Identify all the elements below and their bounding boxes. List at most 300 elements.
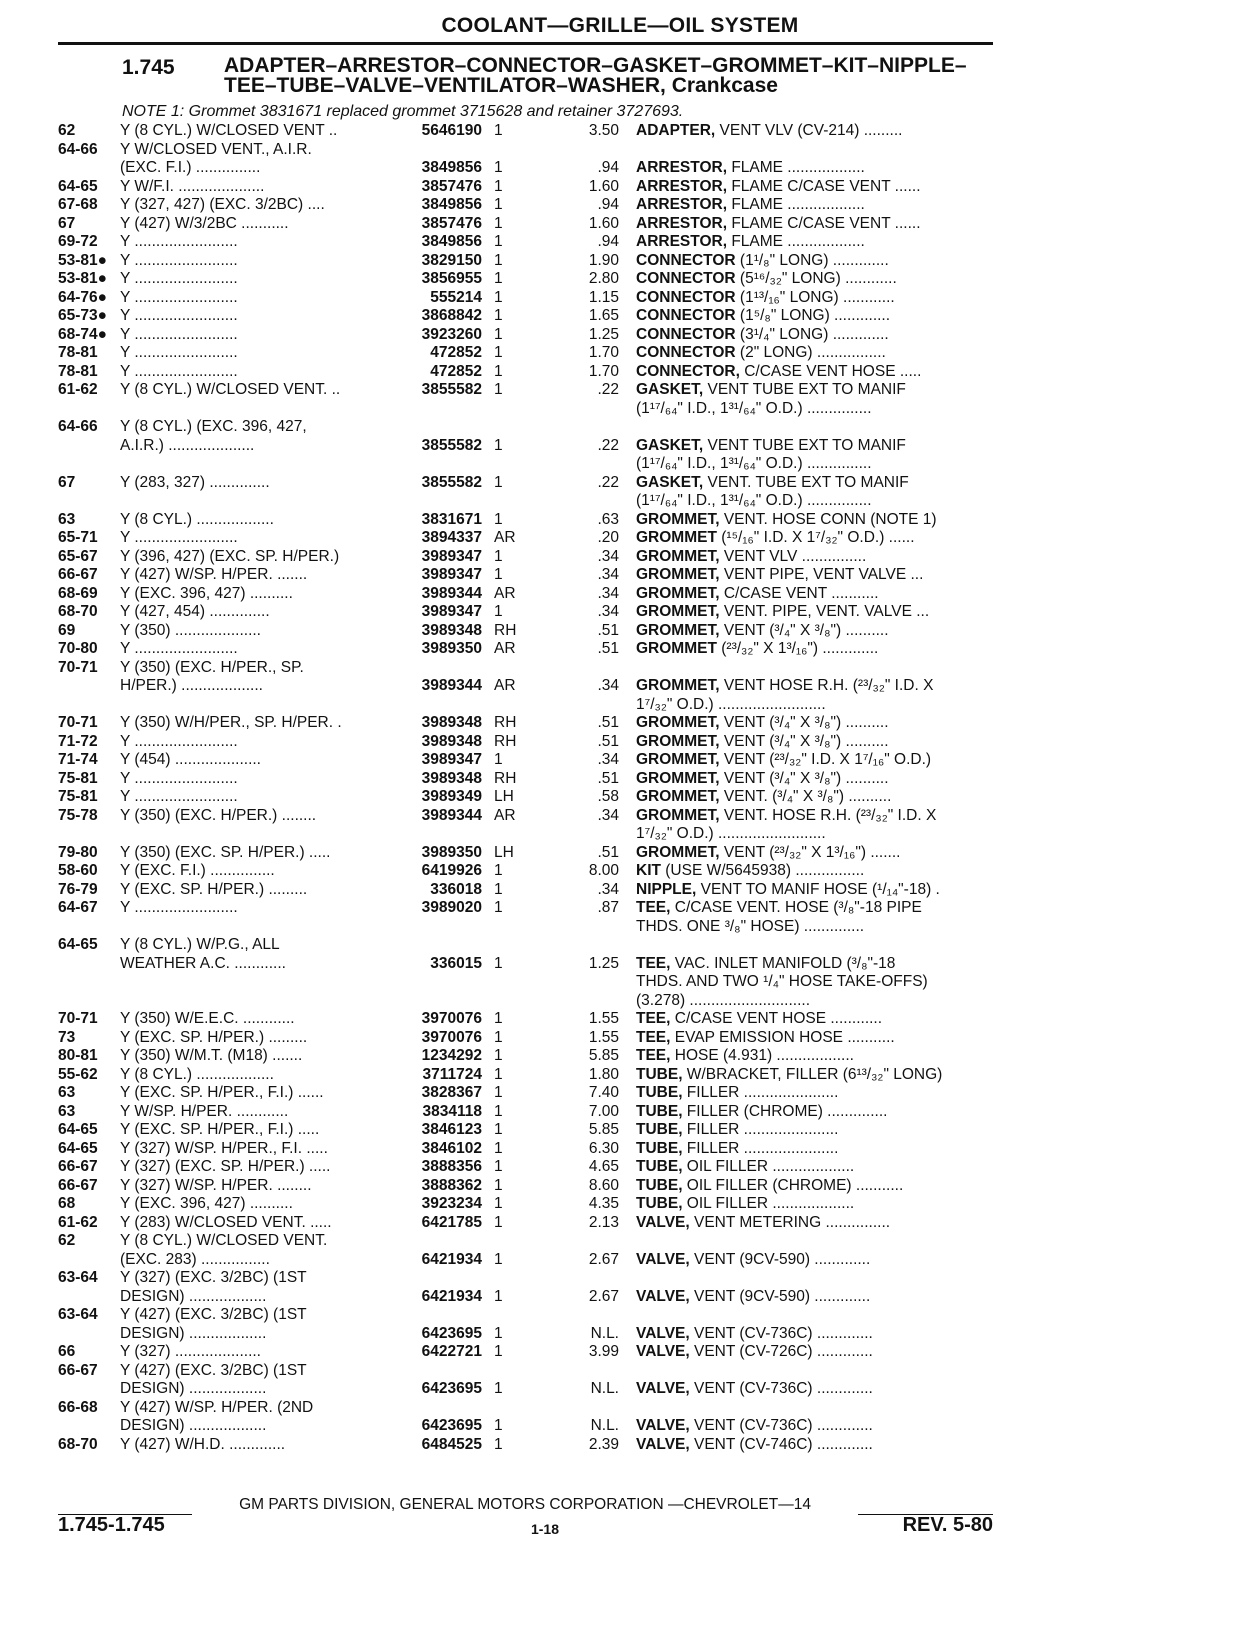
price-cell: 1.70 xyxy=(588,362,619,380)
table-row xyxy=(0,622,1240,641)
price-cell: 2.13 xyxy=(588,1213,619,1231)
description-cell xyxy=(636,1066,996,1085)
description-cell xyxy=(636,733,996,752)
description-keyword: TEE, xyxy=(636,899,671,916)
price-cell: 8.60 xyxy=(588,1176,619,1194)
description-text: VENT (²³/₃₂" I.D. X 1⁷/₁₆" O.D.) xyxy=(719,751,932,768)
description-text: FLAME .................. xyxy=(727,233,865,250)
description-keyword: TUBE, xyxy=(636,1139,683,1157)
year-cell: 65-73● xyxy=(58,307,108,324)
table-row xyxy=(0,936,1240,955)
application-cell: Y (327) (EXC. SP. H/PER.) ..... xyxy=(120,1158,331,1175)
table-row xyxy=(0,1029,1240,1048)
price-cell: .22 xyxy=(597,473,619,491)
description-text: (1¹/₈" LONG) ............. xyxy=(735,251,889,269)
price-cell: 1.15 xyxy=(588,288,619,306)
quantity-cell: 1 xyxy=(494,899,503,916)
price-cell: .34 xyxy=(597,566,619,583)
application-cell: Y (350) W/M.T. (M18) ....... xyxy=(120,1047,303,1064)
description-cell xyxy=(636,437,996,456)
description-keyword: VALVE, xyxy=(636,1435,690,1453)
part-number-cell: 3888362 xyxy=(421,1176,482,1194)
table-row xyxy=(0,511,1240,530)
price-cell: .22 xyxy=(597,436,619,454)
description-cell xyxy=(636,1436,996,1455)
quantity-cell: 1 xyxy=(494,1380,503,1397)
table-row xyxy=(0,825,1240,844)
footer-text: GM PARTS DIVISION, GENERAL MOTORS CORPORATION —CHEVROLET—14 xyxy=(239,1496,811,1513)
part-number-cell: 3846102 xyxy=(421,1139,482,1157)
description-text: VENT. PIPE, VENT. VALVE ... xyxy=(719,603,930,620)
description-text: (1¹⁷/₆₄" I.D., 1³¹/₆₄" O.D.) ............... xyxy=(636,399,872,417)
description-text: VAC. INLET MANIFOLD (³/₈"-18 xyxy=(670,954,896,972)
application-cell: Y W/CLOSED VENT., A.I.R. xyxy=(120,140,312,158)
description-cell xyxy=(636,751,996,770)
year-cell: 68-69 xyxy=(58,584,98,602)
application-cell: Y ........................ xyxy=(120,769,238,787)
description-text: VENT VLV (CV-214) ......... xyxy=(715,122,903,139)
price-cell: .34 xyxy=(597,547,619,565)
quantity-cell: RH xyxy=(494,621,517,639)
price-cell: .94 xyxy=(597,159,619,176)
part-number-cell: 3855582 xyxy=(421,473,482,491)
year-cell: 64-65 xyxy=(58,177,98,195)
quantity-cell: LH xyxy=(494,788,514,805)
application-cell: Y (327) W/SP. H/PER., F.I. ..... xyxy=(120,1139,328,1157)
quantity-cell: 1 xyxy=(494,862,503,879)
description-keyword: TEE, xyxy=(636,1047,671,1064)
description-keyword: KIT xyxy=(636,862,661,879)
description-keyword: GASKET, xyxy=(636,381,704,398)
application-cell: Y (8 CYL.) W/CLOSED VENT. xyxy=(120,1232,328,1249)
section-title-suffix: Crankcase xyxy=(665,74,778,97)
part-number-cell: 3989347 xyxy=(421,547,482,565)
table-row xyxy=(0,307,1240,326)
description-text: (5¹⁶/₃₂" LONG) ............ xyxy=(735,270,897,287)
price-cell: 2.67 xyxy=(588,1287,619,1305)
price-cell: .94 xyxy=(597,233,619,250)
application-cell: Y (327, 427) (EXC. 3/2BC) .... xyxy=(120,196,325,213)
description-keyword: TUBE, xyxy=(636,1176,683,1194)
quantity-cell: 1 xyxy=(494,1047,503,1064)
description-text: (²³/₃₂" X 1³/₁₆") ............. xyxy=(716,640,879,657)
description-keyword: GROMMET, xyxy=(636,769,720,787)
application-cell: Y ........................ xyxy=(120,325,238,343)
part-number-cell: 3989344 xyxy=(421,677,482,694)
quantity-cell: RH xyxy=(494,732,517,750)
part-number-cell: 3857476 xyxy=(421,214,482,232)
quantity-cell: 1 xyxy=(494,1195,503,1212)
description-text: FILLER (CHROME) .............. xyxy=(682,1102,888,1120)
year-cell: 76-79 xyxy=(58,880,98,898)
table-row xyxy=(0,640,1240,659)
description-keyword: TUBE, xyxy=(636,1158,683,1175)
description-cell xyxy=(636,881,996,900)
year-cell: 64-65 xyxy=(58,1139,98,1157)
description-keyword: ARRESTOR, xyxy=(636,177,728,195)
description-text: C/CASE VENT HOSE ..... xyxy=(739,362,922,380)
year-cell: 64-76● xyxy=(58,288,108,306)
application-cell: Y W/F.I. .................... xyxy=(120,177,265,195)
description-text: VENT (CV-736C) ............. xyxy=(689,1324,873,1342)
table-row xyxy=(0,1417,1240,1436)
application-cell: WEATHER A.C. ............ xyxy=(120,954,286,972)
description-keyword: GROMMET, xyxy=(636,566,720,583)
description-keyword: VALVE, xyxy=(636,1343,690,1360)
description-keyword: GROMMET, xyxy=(636,603,720,620)
table-row xyxy=(0,1232,1240,1251)
table-row xyxy=(0,252,1240,271)
description-cell xyxy=(636,807,996,826)
table-row xyxy=(0,159,1240,178)
table-row xyxy=(0,844,1240,863)
description-keyword: GROMMET xyxy=(636,529,717,546)
description-keyword: ARRESTOR, xyxy=(636,214,728,232)
quantity-cell: 1 xyxy=(494,473,503,491)
part-number-cell: 472852 xyxy=(430,344,482,361)
part-number-cell: 3970076 xyxy=(421,1010,482,1027)
part-number-cell: 3849856 xyxy=(421,233,482,250)
year-cell: 64-67 xyxy=(58,899,98,916)
quantity-cell: 1 xyxy=(494,1084,503,1101)
price-cell: 2.39 xyxy=(588,1435,619,1453)
year-cell: 70-80 xyxy=(58,640,98,657)
application-cell: Y (EXC. SP. H/PER.) ......... xyxy=(120,880,308,898)
year-cell: 68-70 xyxy=(58,1435,98,1453)
quantity-cell: 1 xyxy=(494,122,503,139)
application-cell: Y ........................ xyxy=(120,529,238,546)
quantity-cell: 1 xyxy=(494,307,503,324)
table-row xyxy=(0,918,1240,937)
footer-section-range: 1.745-1.745 xyxy=(58,1514,165,1536)
price-cell: .51 xyxy=(597,714,619,731)
part-number-cell: 3989344 xyxy=(421,806,482,824)
price-cell: 1.70 xyxy=(588,344,619,361)
part-number-cell: 3923260 xyxy=(421,325,482,343)
description-text: VENT TUBE EXT TO MANIF xyxy=(703,381,906,398)
part-number-cell: 6423695 xyxy=(421,1380,482,1397)
description-text: 1⁷/₃₂" O.D.) ......................... xyxy=(636,695,826,713)
description-cell xyxy=(636,1029,996,1048)
part-number-cell: 3855582 xyxy=(421,436,482,454)
part-number-cell: 3849856 xyxy=(421,196,482,213)
table-row xyxy=(0,659,1240,678)
part-number-cell: 3711724 xyxy=(422,1065,482,1083)
table-row xyxy=(0,270,1240,289)
application-cell: Y (396, 427) (EXC. SP. H/PER.) xyxy=(120,547,340,565)
description-keyword: TUBE, xyxy=(636,1102,683,1120)
year-cell: 67 xyxy=(58,214,76,232)
description-cell xyxy=(636,714,996,733)
year-cell: 75-81 xyxy=(58,788,98,805)
description-cell xyxy=(636,215,996,234)
price-cell: .34 xyxy=(597,751,619,768)
description-text: W/BRACKET, FILLER (6¹³/₃₂" LONG) xyxy=(682,1065,943,1083)
description-keyword: GROMMET, xyxy=(636,843,720,861)
description-cell xyxy=(636,363,996,382)
section-number: 1.745 xyxy=(122,56,175,79)
footer-page-number: 1-18 xyxy=(530,1521,560,1537)
application-cell: Y ........................ xyxy=(120,732,238,750)
application-cell: Y (EXC. 396, 427) .......... xyxy=(120,584,293,602)
description-keyword: GASKET, xyxy=(636,436,704,454)
application-cell: Y (283, 327) .............. xyxy=(120,473,270,491)
year-cell: 75-81 xyxy=(58,769,98,787)
description-text: VENT (9CV-590) ............. xyxy=(689,1287,871,1305)
description-text: FLAME C/CASE VENT ...... xyxy=(727,177,921,195)
table-row xyxy=(0,529,1240,548)
table-row xyxy=(0,955,1240,974)
description-text: (¹⁵/₁₆" I.D. X 1⁷/₃₂" O.D.) ...... xyxy=(716,529,915,546)
price-cell: 1.25 xyxy=(588,954,619,972)
description-cell xyxy=(636,289,996,308)
part-number-cell: 6421934 xyxy=(421,1287,482,1305)
description-text: VENT. TUBE EXT TO MANIF xyxy=(703,473,909,491)
price-cell: 1.55 xyxy=(588,1028,619,1046)
title-rule xyxy=(58,42,993,45)
description-cell xyxy=(636,622,996,641)
table-row xyxy=(0,1251,1240,1270)
description-cell xyxy=(636,677,996,696)
description-text: VENT (³/₄" X ³/₈") .......... xyxy=(719,732,889,750)
year-cell: 63-64 xyxy=(58,1269,98,1286)
table-row xyxy=(0,807,1240,826)
description-cell xyxy=(636,1251,996,1270)
year-cell: 71-72 xyxy=(58,732,98,750)
application-cell: Y ........................ xyxy=(120,233,238,250)
application-cell: Y (327) (EXC. 3/2BC) (1ST xyxy=(120,1269,307,1286)
application-cell: Y (350) .................... xyxy=(120,621,261,639)
part-number-cell: 3989350 xyxy=(421,640,482,657)
quantity-cell: 1 xyxy=(494,1139,503,1157)
application-cell: DESIGN) .................. xyxy=(120,1417,267,1434)
description-text: (1¹⁷/₆₄" I.D., 1³¹/₆₄" O.D.) ............... xyxy=(636,455,872,472)
application-cell: Y ........................ xyxy=(120,344,238,361)
price-cell: 1.65 xyxy=(588,307,619,324)
part-number-cell: 3989347 xyxy=(421,566,482,583)
table-row xyxy=(0,474,1240,493)
description-keyword: NIPPLE, xyxy=(636,880,697,898)
price-cell: .34 xyxy=(597,603,619,620)
application-cell: Y ........................ xyxy=(120,270,238,287)
quantity-cell: AR xyxy=(494,677,516,694)
quantity-cell: 1 xyxy=(494,1121,503,1138)
description-text: C/CASE VENT ........... xyxy=(719,584,879,602)
page-title: COOLANT—GRILLE—OIL SYSTEM xyxy=(441,14,799,37)
table-row xyxy=(0,122,1240,141)
description-keyword: GASKET, xyxy=(636,473,704,491)
application-cell: (EXC. 283) ................ xyxy=(120,1250,270,1268)
description-keyword: CONNECTOR xyxy=(636,325,736,343)
application-cell: Y (283) W/CLOSED VENT. ..... xyxy=(120,1213,332,1231)
price-cell: 1.60 xyxy=(588,214,619,232)
price-cell: 4.35 xyxy=(588,1195,619,1212)
table-row xyxy=(0,381,1240,400)
quantity-cell: 1 xyxy=(494,751,503,768)
quantity-cell: 1 xyxy=(494,1287,503,1305)
description-keyword: TUBE, xyxy=(636,1084,683,1101)
table-row xyxy=(0,1121,1240,1140)
description-cell xyxy=(636,1140,996,1159)
application-cell: Y (350) W/H/PER., SP. H/PER. . xyxy=(120,714,342,731)
year-cell: 64-66 xyxy=(58,418,98,435)
part-number-cell: 3989348 xyxy=(421,621,482,639)
application-cell: Y (EXC. SP. H/PER., F.I.) ...... xyxy=(120,1084,324,1101)
quantity-cell: 1 xyxy=(494,1213,503,1231)
year-cell: 80-81 xyxy=(58,1047,98,1064)
description-keyword: ARRESTOR, xyxy=(636,196,728,213)
description-keyword: CONNECTOR xyxy=(636,251,736,269)
description-cell xyxy=(636,159,996,178)
description-keyword: ADAPTER, xyxy=(636,122,716,139)
part-number-cell: 336018 xyxy=(430,880,482,898)
description-cell xyxy=(636,344,996,363)
quantity-cell: 1 xyxy=(494,233,503,250)
table-row xyxy=(0,196,1240,215)
application-cell: Y ........................ xyxy=(120,251,238,269)
quantity-cell: 1 xyxy=(494,159,503,176)
description-text: FLAME .................. xyxy=(727,196,865,213)
quantity-cell: 1 xyxy=(494,196,503,213)
description-cell xyxy=(636,955,996,974)
quantity-cell: 1 xyxy=(494,270,503,287)
price-cell: 1.55 xyxy=(588,1010,619,1027)
part-number-cell: 6419926 xyxy=(421,862,482,879)
part-number-cell: 555214 xyxy=(430,288,482,306)
price-cell: N.L. xyxy=(590,1417,619,1434)
application-cell: A.I.R.) .................... xyxy=(120,436,255,454)
description-text: FLAME .................. xyxy=(727,159,865,176)
description-cell xyxy=(636,1380,996,1399)
description-cell xyxy=(636,529,996,548)
section-title xyxy=(224,56,1004,96)
application-cell: Y (427, 454) .............. xyxy=(120,603,270,620)
description-text: VENT (³/₄" X ³/₈") .......... xyxy=(719,714,889,731)
table-row xyxy=(0,455,1240,474)
year-cell: 75-78 xyxy=(58,806,98,824)
application-cell: (EXC. F.I.) ............... xyxy=(120,159,261,176)
part-number-cell: 3846123 xyxy=(421,1121,482,1138)
description-text: (1¹³/₁₆" LONG) ............ xyxy=(735,288,895,306)
year-cell: 68-70 xyxy=(58,603,98,620)
table-row xyxy=(0,1010,1240,1029)
price-cell: 1.60 xyxy=(588,177,619,195)
price-cell: 8.00 xyxy=(588,862,619,879)
price-cell: .51 xyxy=(597,843,619,861)
description-text: 1⁷/₃₂" O.D.) ......................... xyxy=(636,825,826,842)
description-text: HOSE (4.931) .................. xyxy=(670,1047,854,1064)
description-cell xyxy=(636,992,996,1011)
section-title-main: ADAPTER–ARRESTOR–CONNECTOR–GASKET–GROMMET–KIT–NIPPLE–TEE–TUBE–VALVE–VENTILATOR–WASHER, xyxy=(224,54,967,97)
part-number-cell: 3989348 xyxy=(421,714,482,731)
price-cell: 3.50 xyxy=(588,122,619,139)
quantity-cell: 1 xyxy=(494,325,503,343)
part-number-cell: 3989349 xyxy=(421,788,482,805)
part-number-cell: 3888356 xyxy=(421,1158,482,1175)
part-number-cell: 3923234 xyxy=(421,1195,482,1212)
description-cell xyxy=(636,1288,996,1307)
year-cell: 53-81● xyxy=(58,251,108,269)
description-cell xyxy=(636,585,996,604)
quantity-cell: 1 xyxy=(494,547,503,565)
application-cell: Y (327) W/SP. H/PER. ........ xyxy=(120,1176,312,1194)
table-row xyxy=(0,1380,1240,1399)
application-cell: Y (EXC. SP. H/PER.) ......... xyxy=(120,1028,308,1046)
year-cell: 62 xyxy=(58,1232,76,1249)
year-cell: 63 xyxy=(58,1102,76,1120)
year-cell: 64-65 xyxy=(58,936,98,953)
description-keyword: VALVE, xyxy=(636,1250,690,1268)
description-cell xyxy=(636,455,996,474)
description-keyword: ARRESTOR, xyxy=(636,159,728,176)
price-cell: 1.25 xyxy=(588,325,619,343)
description-text: OIL FILLER ................... xyxy=(682,1195,855,1212)
price-cell: N.L. xyxy=(590,1324,619,1342)
description-text: THDS. ONE ³/₈" HOSE) .............. xyxy=(636,917,865,935)
quantity-cell: 1 xyxy=(494,288,503,306)
table-row xyxy=(0,326,1240,345)
price-cell: 1.80 xyxy=(588,1065,619,1083)
year-cell: 61-62 xyxy=(58,381,98,398)
year-cell: 55-62 xyxy=(58,1065,98,1083)
description-cell xyxy=(636,1103,996,1122)
price-cell: .87 xyxy=(597,899,619,916)
price-cell: .58 xyxy=(597,788,619,805)
application-cell: H/PER.) ................... xyxy=(120,677,263,694)
year-cell: 68-74● xyxy=(58,325,108,343)
table-row xyxy=(0,566,1240,585)
year-cell: 65-67 xyxy=(58,547,98,565)
table-row xyxy=(0,437,1240,456)
description-cell xyxy=(636,1417,996,1436)
price-cell: .22 xyxy=(597,381,619,398)
year-cell: 65-71 xyxy=(58,529,98,546)
table-row xyxy=(0,233,1240,252)
price-cell: 1.90 xyxy=(588,251,619,269)
price-cell: .51 xyxy=(597,769,619,787)
year-cell: 68 xyxy=(58,1195,76,1212)
part-number-cell: 6484525 xyxy=(421,1435,482,1453)
description-cell xyxy=(636,973,996,992)
description-text: (1⁵/₈" LONG) ............. xyxy=(735,307,891,324)
year-cell: 66-67 xyxy=(58,566,98,583)
price-cell: 4.65 xyxy=(588,1158,619,1175)
table-row xyxy=(0,1177,1240,1196)
description-keyword: TUBE, xyxy=(636,1195,683,1212)
year-cell: 67-68 xyxy=(58,196,98,213)
table-row xyxy=(0,696,1240,715)
description-text: VENT METERING ............... xyxy=(689,1213,891,1231)
application-cell: Y W/SP. H/PER. ............ xyxy=(120,1102,289,1120)
price-cell: .34 xyxy=(597,584,619,602)
description-keyword: GROMMET, xyxy=(636,510,720,528)
description-cell xyxy=(636,548,996,567)
part-number-cell: 3831671 xyxy=(421,510,482,528)
description-keyword: GROMMET, xyxy=(636,788,720,805)
price-cell: .34 xyxy=(597,880,619,898)
part-number-cell: 472852 xyxy=(430,362,482,380)
application-cell: Y (327) .................... xyxy=(120,1343,261,1360)
table-row xyxy=(0,1084,1240,1103)
application-cell: Y (454) .................... xyxy=(120,751,261,768)
table-row xyxy=(0,418,1240,437)
quantity-cell: 1 xyxy=(494,1028,503,1046)
description-keyword: GROMMET, xyxy=(636,584,720,602)
quantity-cell: 1 xyxy=(494,1176,503,1194)
description-cell xyxy=(636,122,996,141)
application-cell: Y (8 CYL.) W/P.G., ALL xyxy=(120,936,280,953)
description-keyword: CONNECTOR xyxy=(636,344,736,361)
